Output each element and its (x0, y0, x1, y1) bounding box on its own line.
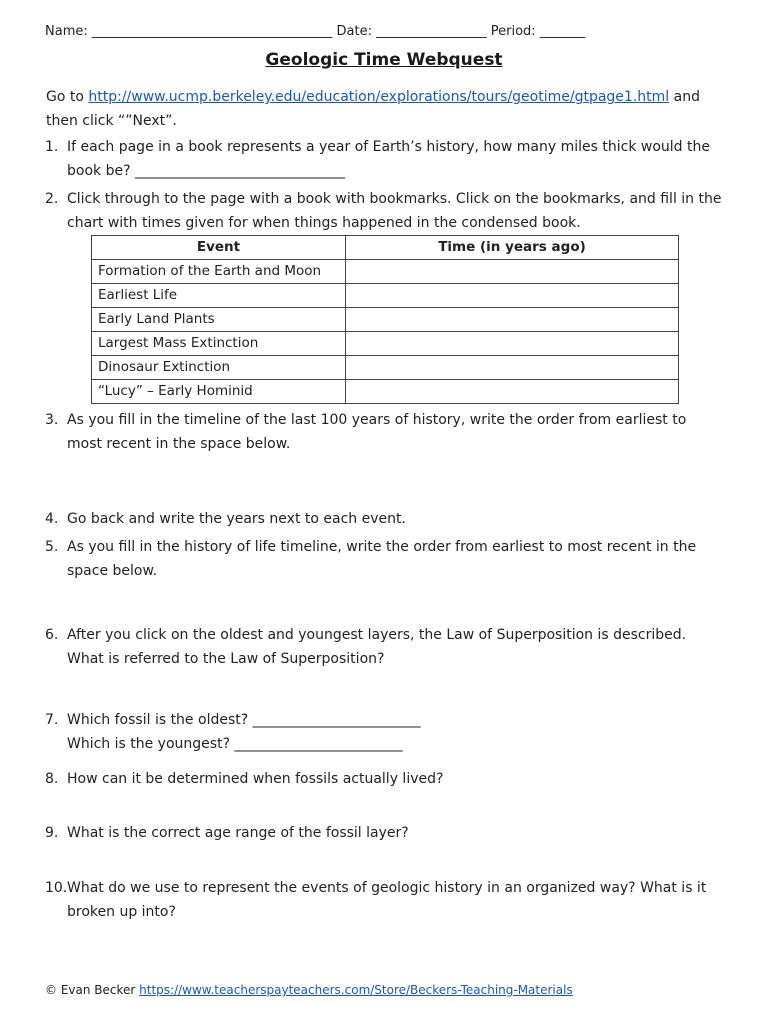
date-blank: _________________ (376, 24, 487, 39)
table-row (92, 380, 679, 404)
header-fields (45, 24, 585, 39)
question-text: What do we use to represent the events of geologic history in an organized way? What is it broken up into? (67, 880, 707, 920)
period-label: Period: (490, 24, 536, 39)
time-cell[interactable] (346, 380, 679, 404)
time-cell[interactable] (346, 332, 679, 356)
question-number: 9. (45, 825, 59, 841)
question-4 (45, 507, 725, 531)
copyright-text: © Evan Becker (45, 983, 140, 997)
question-text: How can it be determined when fossils actually lived? (67, 771, 444, 787)
store-link[interactable]: https://www.teacherspayteachers.com/Store/Beckers-Teaching-Materials (139, 983, 573, 997)
question-text (67, 708, 725, 756)
column-header-event: Event (92, 236, 346, 260)
name-blank: _____________________________________ (91, 24, 333, 39)
date-label: Date: (336, 24, 372, 39)
time-cell[interactable] (346, 284, 679, 308)
question-number: 2. (45, 191, 59, 207)
question-9 (45, 821, 725, 845)
table-row (92, 284, 679, 308)
question-7 (45, 708, 725, 756)
question-text: Go back and write the years next to each event. (67, 511, 406, 527)
event-cell: Early Land Plants (92, 308, 346, 332)
question-8 (45, 767, 725, 791)
question-text: Click through to the page with a book with bookmarks. Click on the bookmarks, and fill in the chart with times given for when things happened in the condensed book. (67, 191, 722, 231)
question-text: After you click on the oldest and youngest layers, the Law of Superposition is described. What is referred to the Law of Superposition? (67, 627, 687, 667)
oldest-fossil-prompt: Which fossil is the oldest? ________________________ (67, 712, 421, 728)
youngest-fossil-prompt: Which is the youngest? ________________________ (67, 736, 403, 752)
question-number: 8. (45, 771, 59, 787)
question-number: 3. (45, 412, 59, 428)
question-number: 1. (45, 139, 59, 155)
time-cell[interactable] (346, 356, 679, 380)
event-cell: “Lucy” – Early Hominid (92, 380, 346, 404)
question-text: As you fill in the timeline of the last 100 years of history, write the order from earliest to most recent in the space below. (67, 412, 687, 452)
question-1 (45, 135, 725, 183)
question-text: If each page in a book represents a year of Earth’s history, how many miles thick would the book be? ______________________________ (67, 139, 710, 179)
event-cell: Earliest Life (92, 284, 346, 308)
question-6 (45, 623, 725, 671)
question-3 (45, 408, 725, 456)
period-blank: _______ (539, 24, 586, 39)
page-title: Geologic Time Webquest (265, 50, 503, 70)
intro-suffix: and then click “”Next”. (46, 89, 700, 129)
question-5 (45, 535, 725, 583)
table-row (92, 332, 679, 356)
question-text: As you fill in the history of life timeline, write the order from earliest to most recent in the space below. (67, 539, 697, 579)
time-cell[interactable] (346, 308, 679, 332)
question-number: 4. (45, 511, 59, 527)
events-table (91, 235, 679, 404)
column-header-time: Time (in years ago) (346, 236, 679, 260)
question-number: 5. (45, 539, 59, 555)
geotime-link[interactable]: http://www.ucmp.berkeley.edu/education/explorations/tours/geotime/gtpage1.html (88, 89, 670, 105)
event-cell: Largest Mass Extinction (92, 332, 346, 356)
table-row (92, 308, 679, 332)
event-cell: Dinosaur Extinction (92, 356, 346, 380)
name-label: Name: (45, 24, 88, 39)
footer-credit (45, 983, 573, 997)
intro-instructions (46, 85, 726, 133)
table-header-row (92, 236, 679, 260)
question-number: 7. (45, 712, 59, 728)
time-cell[interactable] (346, 260, 679, 284)
table-row (92, 356, 679, 380)
question-text: What is the correct age range of the fossil layer? (67, 825, 409, 841)
question-number: 6. (45, 627, 59, 643)
event-cell: Formation of the Earth and Moon (92, 260, 346, 284)
question-10 (45, 876, 725, 924)
intro-prefix: Go to (46, 89, 89, 105)
question-number: 10. (45, 880, 68, 896)
table-row (92, 260, 679, 284)
question-2 (45, 187, 725, 235)
